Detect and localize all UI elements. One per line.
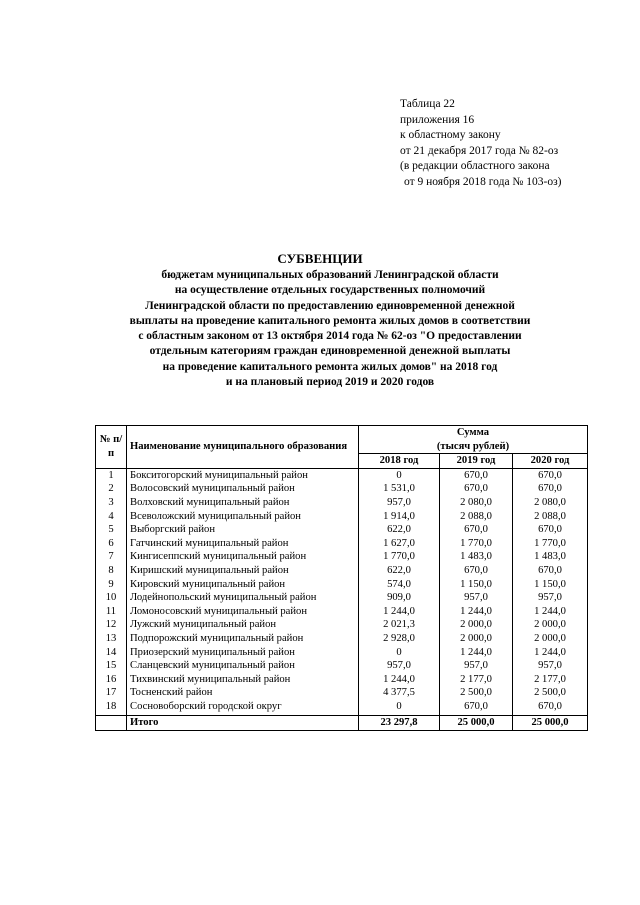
amount-2020: 2 177,0	[513, 673, 588, 687]
title-line: с областным законом от 13 октября 2014 года № 62-оз "О предоставлении	[138, 330, 522, 343]
sum-unit: (тысяч рублей)	[436, 440, 510, 452]
table-row	[96, 591, 588, 605]
header-line: от 21 декабря 2017 года № 82-оз	[400, 144, 559, 157]
column-header-year: 2020 год	[513, 454, 588, 469]
row-number: 1	[96, 468, 127, 482]
table-row	[96, 550, 588, 564]
amount-2020: 1 150,0	[513, 578, 588, 592]
amount-2019: 2 080,0	[440, 496, 513, 510]
amount-2018: 0	[359, 646, 440, 660]
municipality-name: Выборгский район	[127, 523, 359, 537]
table-row	[96, 564, 588, 578]
amount-2020: 1 483,0	[513, 550, 588, 564]
table-row	[96, 537, 588, 551]
table-row	[96, 510, 588, 524]
row-number: 5	[96, 523, 127, 537]
amount-2019: 670,0	[440, 523, 513, 537]
municipality-name: Лужский муниципальный район	[127, 618, 359, 632]
table-row	[96, 468, 588, 482]
table-row	[96, 686, 588, 700]
table-row	[96, 523, 588, 537]
row-number: 7	[96, 550, 127, 564]
amount-2019: 957,0	[440, 591, 513, 605]
amount-2018: 622,0	[359, 564, 440, 578]
sum-label: Сумма	[456, 427, 490, 438]
row-number: 9	[96, 578, 127, 592]
municipality-name: Гатчинский муниципальный район	[127, 537, 359, 551]
amount-2019: 670,0	[440, 700, 513, 716]
total-empty	[96, 716, 127, 731]
header-line: Таблица 22	[400, 98, 455, 110]
amount-2019: 670,0	[440, 482, 513, 496]
subvention-table	[95, 425, 588, 731]
amount-2018: 2 928,0	[359, 632, 440, 646]
row-number: 3	[96, 496, 127, 510]
municipality-name: Бокситогорский муниципальный район	[127, 468, 359, 482]
total-2019: 25 000,0	[440, 716, 513, 731]
amount-2020: 957,0	[513, 659, 588, 673]
amount-2018: 4 377,5	[359, 686, 440, 700]
column-header-sum	[359, 426, 588, 454]
amount-2019: 1 244,0	[440, 646, 513, 660]
amount-2019: 1 244,0	[440, 605, 513, 619]
amount-2018: 1 244,0	[359, 605, 440, 619]
row-number: 18	[96, 700, 127, 716]
amount-2020: 1 770,0	[513, 537, 588, 551]
row-number: 17	[96, 686, 127, 700]
document-title	[0, 250, 640, 390]
table-row	[96, 673, 588, 687]
row-number: 2	[96, 482, 127, 496]
amount-2020: 2 500,0	[513, 686, 588, 700]
column-header-name: Наименование муниципального образования	[127, 426, 359, 469]
row-number: 8	[96, 564, 127, 578]
amount-2019: 2 500,0	[440, 686, 513, 700]
amount-2018: 909,0	[359, 591, 440, 605]
amount-2019: 2 000,0	[440, 618, 513, 632]
municipality-name: Кингисеппский муниципальный район	[127, 550, 359, 564]
header-line: к областному закону	[400, 129, 501, 142]
municipality-name: Киришский муниципальный район	[127, 564, 359, 578]
header-line: (в редакции областного закона	[400, 160, 550, 173]
title-line: отдельным категориям граждан единовременной денежной выплаты	[149, 345, 511, 358]
row-number: 14	[96, 646, 127, 660]
municipality-name: Тосненский район	[127, 686, 359, 700]
column-header-number: № п/п	[96, 426, 127, 469]
amount-2019: 957,0	[440, 659, 513, 673]
amount-2020: 2 088,0	[513, 510, 588, 524]
total-2020: 25 000,0	[513, 716, 588, 731]
table-row	[96, 659, 588, 673]
amount-2018: 622,0	[359, 523, 440, 537]
amount-2018: 2 021,3	[359, 618, 440, 632]
amount-2020: 2 080,0	[513, 496, 588, 510]
amount-2019: 1 770,0	[440, 537, 513, 551]
municipality-name: Ломоносовский муниципальный район	[127, 605, 359, 619]
row-number: 13	[96, 632, 127, 646]
header-line: приложения 16	[400, 113, 475, 126]
amount-2020: 957,0	[513, 591, 588, 605]
amount-2018: 0	[359, 700, 440, 716]
table-row	[96, 618, 588, 632]
amount-2020: 670,0	[513, 564, 588, 578]
total-2018: 23 297,8	[359, 716, 440, 731]
title-line: выплаты на проведение капитального ремонта жилых домов в соответствии	[129, 314, 531, 327]
amount-2020: 1 244,0	[513, 646, 588, 660]
amount-2019: 1 150,0	[440, 578, 513, 592]
municipality-name: Сланцевский муниципальный район	[127, 659, 359, 673]
row-number: 15	[96, 659, 127, 673]
row-number: 12	[96, 618, 127, 632]
amount-2018: 957,0	[359, 496, 440, 510]
amount-2019: 2 088,0	[440, 510, 513, 524]
title-line: Ленинградской области по предоставлению единовременной денежной	[145, 299, 515, 312]
amount-2018: 1 627,0	[359, 537, 440, 551]
amount-2020: 1 244,0	[513, 605, 588, 619]
amount-2020: 2 000,0	[513, 632, 588, 646]
column-header-year: 2018 год	[359, 454, 440, 469]
municipality-name: Сосновоборский городской округ	[127, 700, 359, 716]
amount-2019: 670,0	[440, 564, 513, 578]
header-line: от 9 ноября 2018 года № 103-оз)	[404, 175, 562, 188]
municipality-name: Приозерский муниципальный район	[127, 646, 359, 660]
municipality-name: Всеволожский муниципальный район	[127, 510, 359, 524]
table-row	[96, 605, 588, 619]
amount-2020: 670,0	[513, 482, 588, 496]
amount-2018: 1 914,0	[359, 510, 440, 524]
title-line: и на плановый период 2019 и 2020 годов	[225, 376, 435, 389]
title-main: СУБВЕНЦИИ	[277, 251, 363, 266]
amount-2020: 670,0	[513, 468, 588, 482]
title-line: на проведение капитального ремонта жилых домов" на 2018 год	[162, 360, 498, 373]
total-row	[96, 716, 588, 731]
total-label: Итого	[127, 716, 359, 731]
amount-2019: 670,0	[440, 468, 513, 482]
amount-2019: 2 177,0	[440, 673, 513, 687]
municipality-name: Тихвинский муниципальный район	[127, 673, 359, 687]
column-header-year: 2019 год	[440, 454, 513, 469]
amount-2018: 957,0	[359, 659, 440, 673]
amount-2018: 1 531,0	[359, 482, 440, 496]
table-row	[96, 632, 588, 646]
title-line: на осуществление отдельных государственных полномочий	[174, 284, 486, 297]
row-number: 10	[96, 591, 127, 605]
appendix-reference	[400, 97, 561, 191]
municipality-name: Волосовский муниципальный район	[127, 482, 359, 496]
municipality-name: Подпорожский муниципальный район	[127, 632, 359, 646]
row-number: 4	[96, 510, 127, 524]
amount-2020: 2 000,0	[513, 618, 588, 632]
amount-2018: 1 244,0	[359, 673, 440, 687]
row-number: 11	[96, 605, 127, 619]
amount-2020: 670,0	[513, 523, 588, 537]
row-number: 16	[96, 673, 127, 687]
title-line: бюджетам муниципальных образований Ленинградской области	[161, 269, 499, 281]
row-number: 6	[96, 537, 127, 551]
table-row	[96, 496, 588, 510]
municipality-name: Лодейнопольский муниципальный район	[127, 591, 359, 605]
amount-2019: 2 000,0	[440, 632, 513, 646]
amount-2018: 0	[359, 468, 440, 482]
table-row	[96, 700, 588, 716]
table-row	[96, 482, 588, 496]
amount-2020: 670,0	[513, 700, 588, 716]
municipality-name: Кировский муниципальный район	[127, 578, 359, 592]
amount-2018: 574,0	[359, 578, 440, 592]
amount-2018: 1 770,0	[359, 550, 440, 564]
municipality-name: Волховский муниципальный район	[127, 496, 359, 510]
table-row	[96, 646, 588, 660]
table-row	[96, 578, 588, 592]
amount-2019: 1 483,0	[440, 550, 513, 564]
